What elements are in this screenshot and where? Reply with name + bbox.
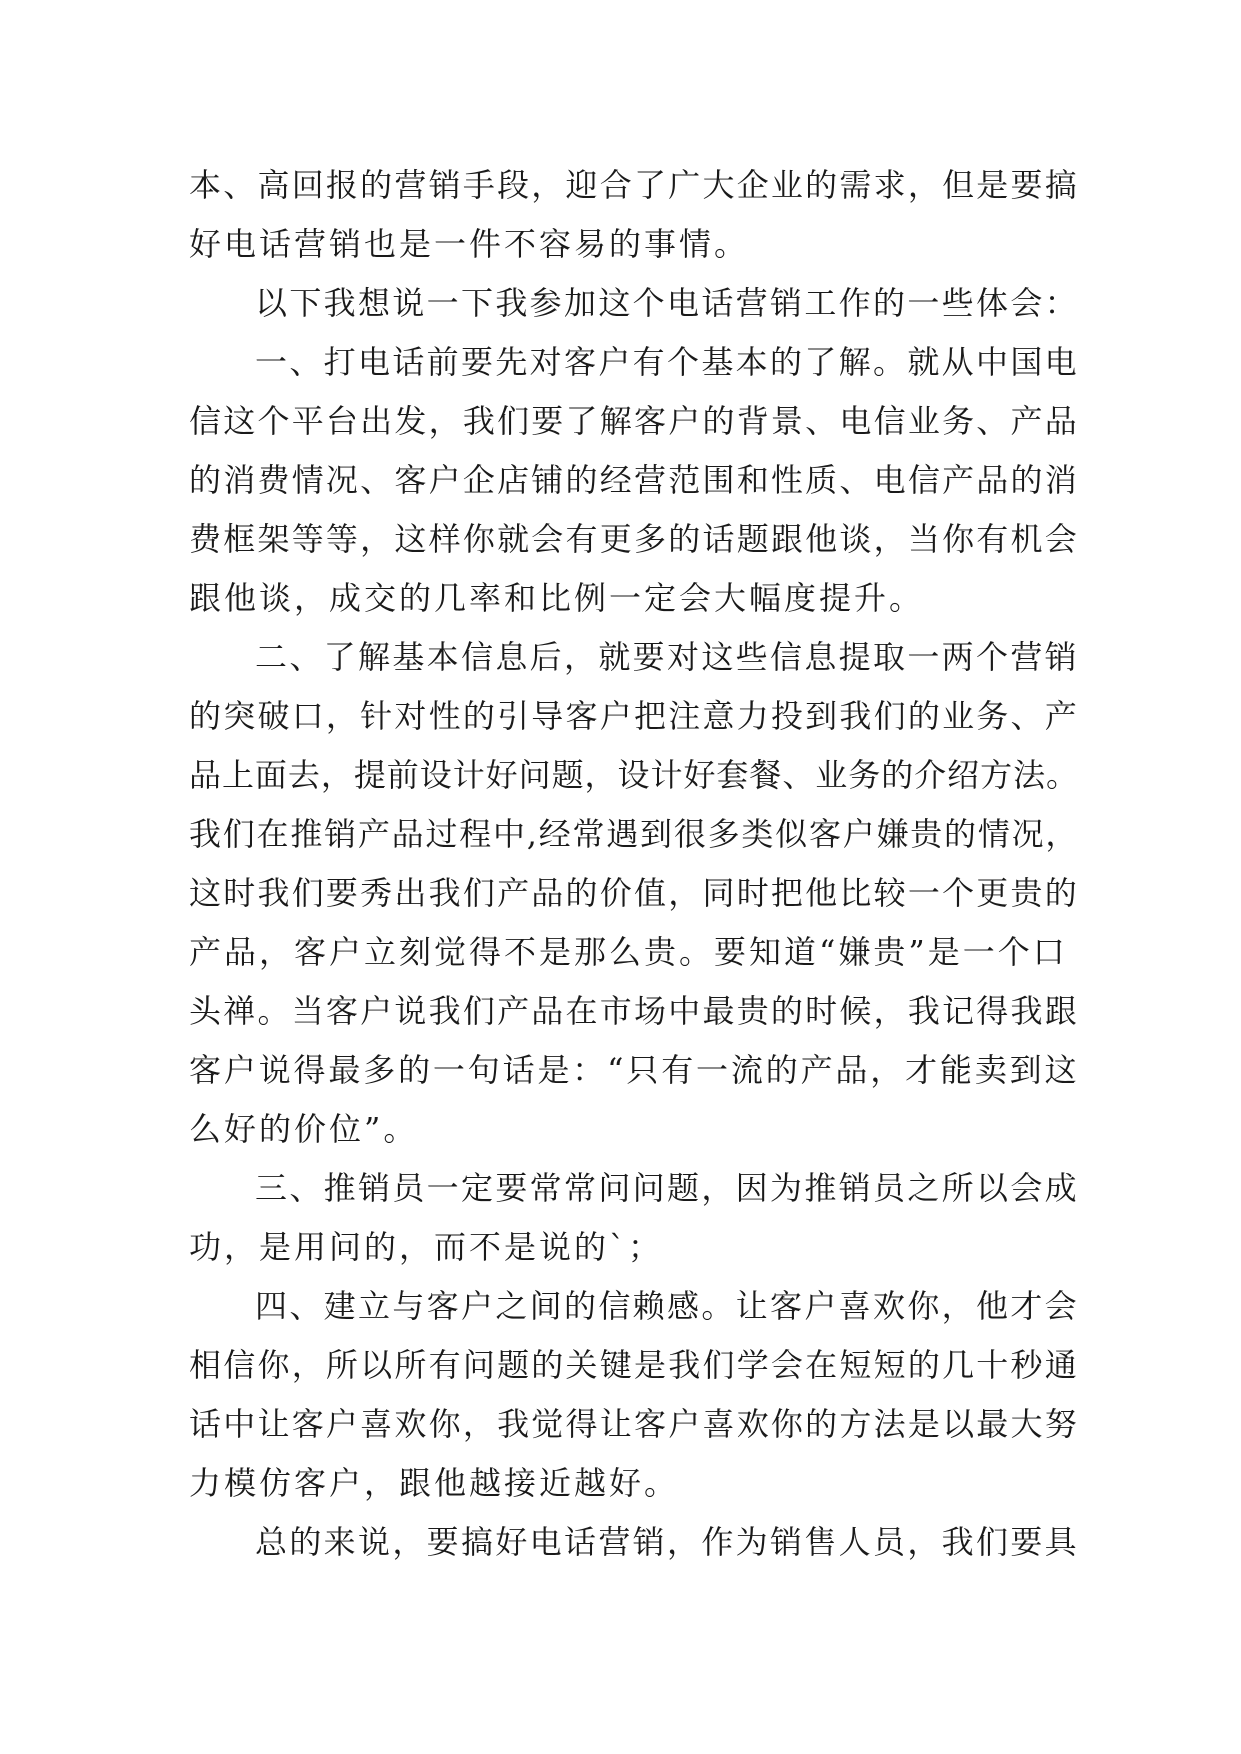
text-line: 头禅。当客户说我们产品在市场中最贵的时候，我记得我跟 (189, 992, 1080, 1030)
text-line: 好电话营销也是一件不容易的事情。 (189, 225, 750, 263)
text-line: 本、高回报的营销手段，迎合了广大企业的需求，但是要搞 (189, 166, 1080, 204)
text-line: 产品，客户立刻觉得不是那么贵。要知道“嫌贵”是一个口 (189, 933, 1068, 971)
text-line: 我们在推销产品过程中,经常遇到很多类似客户嫌贵的情况， (189, 815, 1080, 853)
text-line: 功，是用问的，而不是说的`； (189, 1228, 664, 1266)
paragraph-start-line: 总的来说，要搞好电话营销，作为销售人员，我们要具 (255, 1523, 1080, 1561)
text-line: 信这个平台出发，我们要了解客户的背景、电信业务、产品 (189, 402, 1080, 440)
text-line: 品上面去，提前设计好问题，设计好套餐、业务的介绍方法。 (189, 756, 1080, 794)
text-line: 力模仿客户，跟他越接近越好。 (189, 1464, 680, 1502)
paragraph-start-line: 三、推销员一定要常常问问题，因为推销员之所以会成 (255, 1169, 1080, 1207)
text-line: 客户说得最多的一句话是：“只有一流的产品，才能卖到这 (189, 1051, 1080, 1089)
text-line: 话中让客户喜欢你，我觉得让客户喜欢你的方法是以最大努 (189, 1405, 1080, 1443)
text-line: 相信你，所以所有问题的关键是我们学会在短短的几十秒通 (189, 1346, 1080, 1384)
body-text (189, 156, 1080, 1572)
text-line: 跟他谈，成交的几率和比例一定会大幅度提升。 (189, 579, 925, 617)
paragraph-start-line: 四、建立与客户之间的信赖感。让客户喜欢你，他才会 (255, 1287, 1080, 1325)
paragraph-start-line: 二、了解基本信息后，就要对这些信息提取一两个营销 (255, 638, 1080, 676)
text-line: 的消费情况、客户企店铺的经营范围和性质、电信产品的消 (189, 461, 1080, 499)
paragraph-start-line: 以下我想说一下我参加这个电话营销工作的一些体会： (255, 284, 1080, 322)
paragraph-start-line: 一、打电话前要先对客户有个基本的了解。就从中国电 (255, 343, 1080, 381)
text-line: 费框架等等，这样你就会有更多的话题跟他谈，当你有机会 (189, 520, 1080, 558)
text-line: 这时我们要秀出我们产品的价值，同时把他比较一个更贵的 (189, 874, 1080, 912)
text-line: 么好的价位”。 (189, 1110, 419, 1148)
text-line: 的突破口，针对性的引导客户把注意力投到我们的业务、产 (189, 697, 1080, 735)
